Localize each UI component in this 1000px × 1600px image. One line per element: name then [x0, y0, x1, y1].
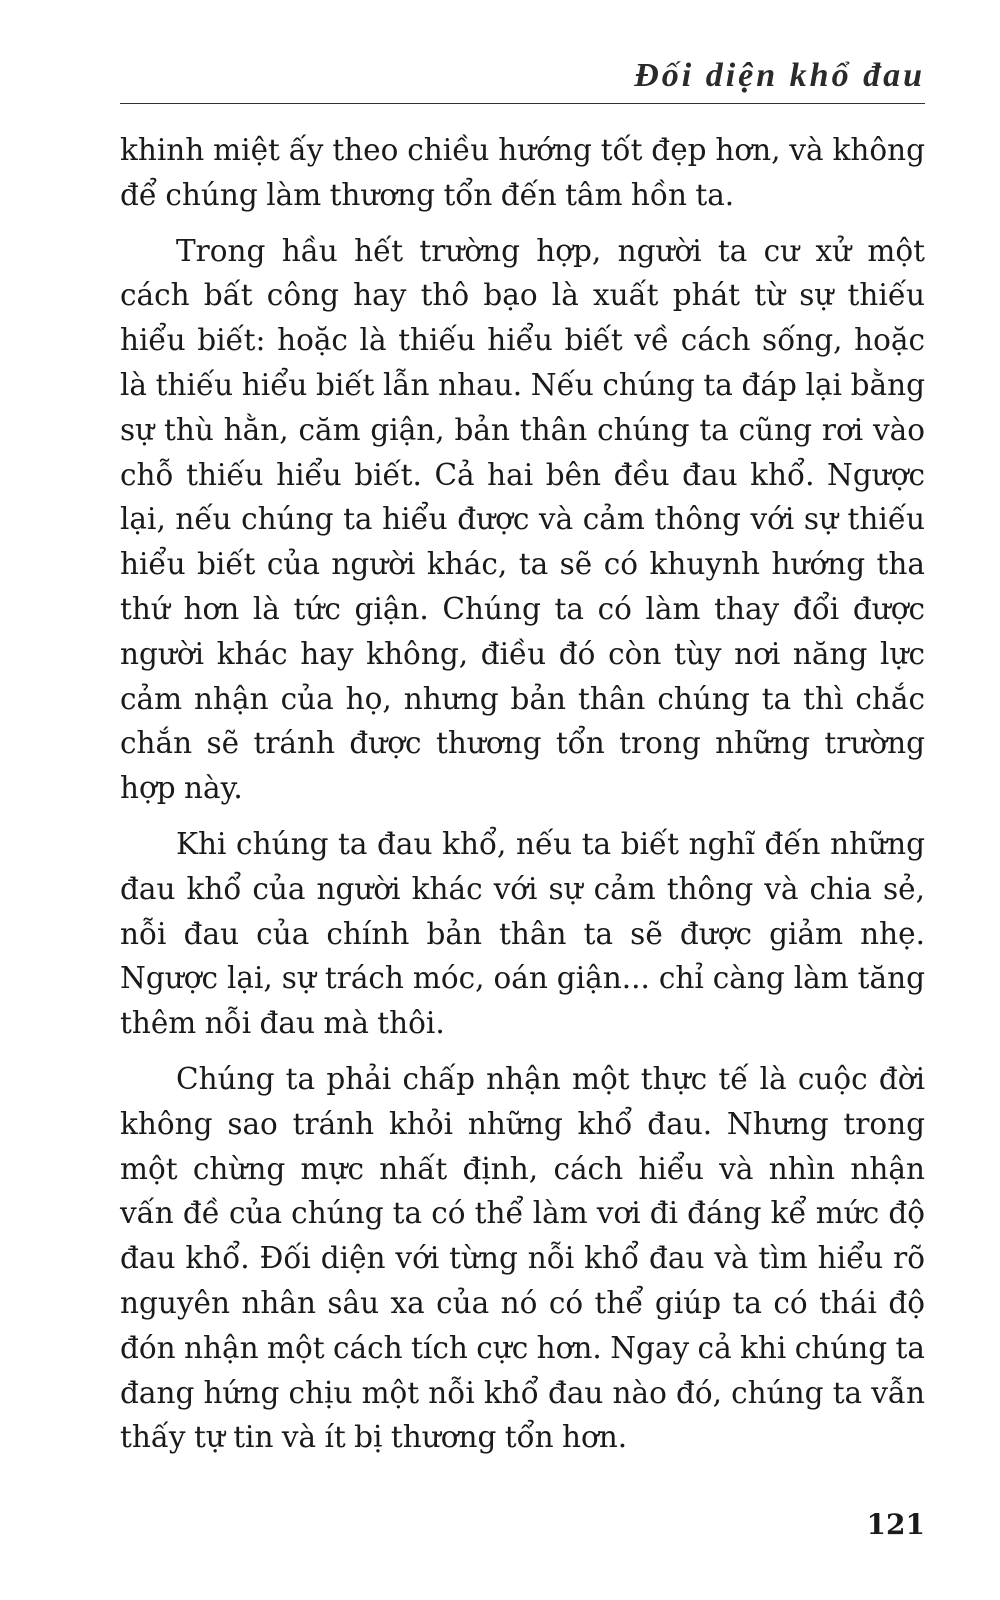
- paragraph: Trong hầu hết trường hợp, người ta cư xử một cách bất công hay thô bạo là xuất phát từ sự thiếu hiểu biết: hoặc là thiếu hiểu biết về cách sống, hoặc là thiếu hiểu biết lẫn nhau. Nếu chúng ta đáp lại bằng sự thù hằn, căm giận, bản thân chúng ta cũng rơi vào chỗ thiếu hiểu biết. Cả hai bên đều đau khổ. Ngược lại, nếu chúng ta hiểu được và cảm thông với sự thiếu hiểu biết của người khác, ta sẽ có khuynh hướng tha thứ hơn là tức giận. Chúng ta có làm thay đổi được người khác hay không, điều đó còn tùy nơi năng lực cảm nhận của họ, nhưng bản thân chúng ta thì chắc chắn sẽ tránh được thương tổn trong những trường hợp này.: [120, 233, 925, 806]
- paragraph: Chúng ta phải chấp nhận một thực tế là cuộc đời không sao tránh khỏi những khổ đau. Nhưng trong một chừng mực nhất định, cách hiểu và nhìn nhận vấn đề của chúng ta có thể làm vơi đi đáng kể mức độ đau khổ. Đối diện với từng nỗi khổ đau và tìm hiểu rõ nguyên nhân sâu xa của nó có thể giúp ta có thái độ đón nhận một cách tích cực hơn. Ngay cả khi chúng ta đang hứng chịu một nỗi khổ đau nào đó, chúng ta vẫn thấy tự tin và ít bị thương tổn hơn.: [120, 1061, 925, 1455]
- paragraph: Khi chúng ta đau khổ, nếu ta biết nghĩ đến những đau khổ của người khác với sự cảm thông và chia sẻ, nỗi đau của chính bản thân ta sẽ được giảm nhẹ. Ngược lại, sự trách móc, oán giận... chỉ càng làm tăng thêm nỗi đau mà thôi.: [120, 826, 925, 1041]
- body-text: [120, 128, 925, 1471]
- header-divider: [120, 103, 925, 104]
- page-number: 121: [866, 1508, 925, 1541]
- running-header-title: Đối diện khổ đau: [634, 57, 925, 94]
- paragraph-continuation: khinh miệt ấy theo chiều hướng tốt đẹp hơn, và không để chúng làm thương tổn đến tâm hồn ta.: [120, 133, 925, 212]
